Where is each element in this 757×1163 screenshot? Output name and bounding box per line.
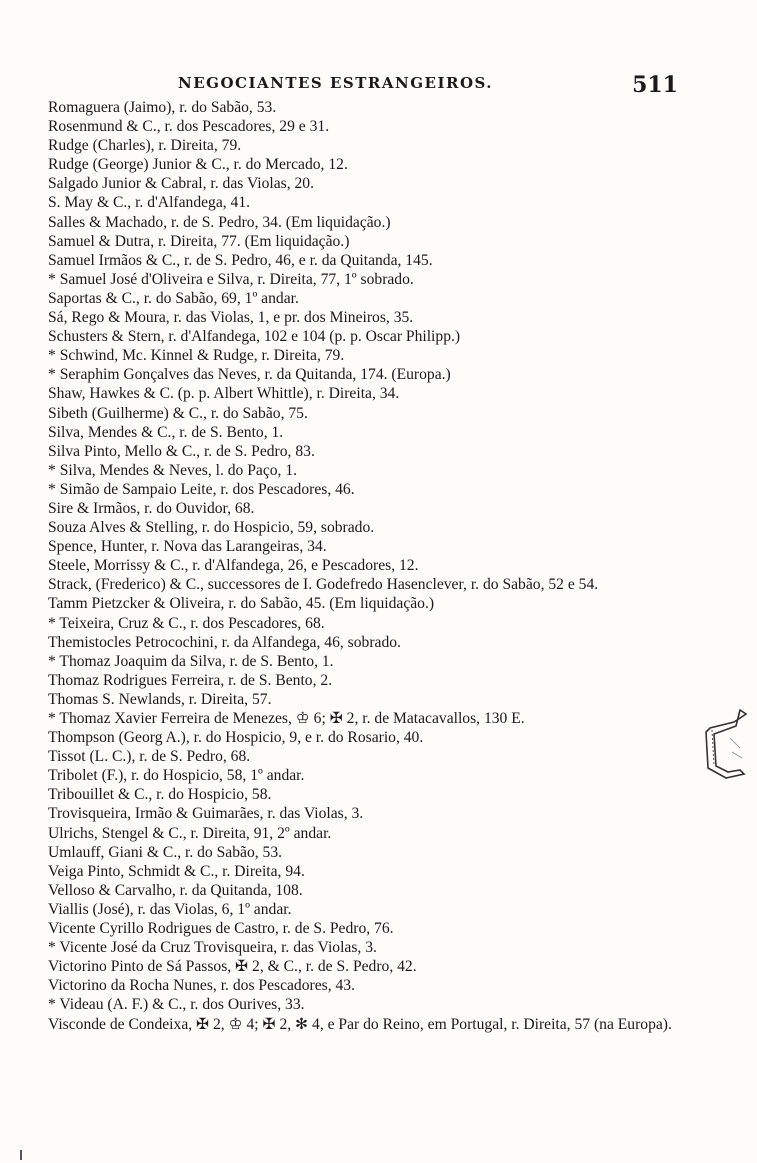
list-item: Trovisqueira, Irmão & Guimarães, r. das Violas, 3. [48,805,364,823]
list-item: Salles & Machado, r. de S. Pedro, 34. (Em liquidação.) [48,213,391,231]
running-head: NEGOCIANTES ESTRANGEIROS. [178,74,494,92]
list-item: Rosenmund & C., r. dos Pescadores, 29 e 31. [48,118,330,136]
list-item: Velloso & Carvalho, r. da Quitanda, 108. [48,881,303,899]
list-item: Ulrichs, Stengel & C., r. Direita, 91, 2º andar. [48,824,332,842]
list-item: * Vicente José da Cruz Trovisqueira, r. das Violas, 3. [48,939,377,957]
list-item: S. May & C., r. d'Alfandega, 41. [48,194,251,212]
list-item: Rudge (Charles), r. Direita, 79. [48,137,242,155]
list-item: Victorino Pinto de Sá Passos, ✠ 2, & C., r. de S. Pedro, 42. [48,958,417,976]
list-item: Samuel & Dutra, r. Direita, 77. (Em liquidação.) [48,232,350,250]
list-item: Visconde de Condeixa, ✠ 2, ♔ 4; ✠ 2, ✻ 4, e Par do Reino, em Portugal, r. Direita, 57 (na Europa). [48,1015,672,1033]
list-item: Veiga Pinto, Schmidt & C., r. Direita, 94. [48,862,305,880]
list-item: Saportas & C., r. do Sabão, 69, 1º andar. [48,289,299,307]
list-item: Sá, Rego & Moura, r. das Violas, 1, e pr. dos Mineiros, 35. [48,309,414,327]
list-item: Salgado Junior & Cabral, r. das Violas, 20. [48,175,315,193]
list-item: Shaw, Hawkes & C. (p. p. Albert Whittle), r. Direita, 34. [48,385,400,403]
list-item: Steele, Morrissy & C., r. d'Alfandega, 26, e Pescadores, 12. [48,557,419,575]
list-item: * Seraphim Gonçalves das Neves, r. da Quitanda, 174. (Europa.) [48,366,451,384]
list-item: * Silva, Mendes & Neves, l. do Paço, 1. [48,461,298,479]
list-item: Thomas S. Newlands, r. Direita, 57. [48,690,272,708]
list-item: * Videau (A. F.) & C., r. dos Ourives, 33. [48,996,305,1014]
list-item: Thomaz Rodrigues Ferreira, r. de S. Bento, 2. [48,671,333,689]
page-header [178,72,678,98]
list-item: * Thomaz Joaquim da Silva, r. de S. Bento, 1. [48,652,334,670]
list-item: * Schwind, Mc. Kinnel & Rudge, r. Direita, 79. [48,347,345,365]
list-item: Strack, (Frederico) & C., successores de I. Godefredo Hasenclever, r. do Sabão, 52 e 54. [48,576,599,594]
list-item: Vicente Cyrillo Rodrigues de Castro, r. de S. Pedro, 76. [48,920,394,938]
scan-edge-mark [20,1150,22,1160]
list-item: Thompson (Georg A.), r. do Hospicio, 9, e r. do Rosario, 40. [48,729,424,747]
page-number: 511 [632,72,678,98]
list-item: Sire & Irmãos, r. do Ouvidor, 68. [48,499,255,517]
list-item: Silva, Mendes & C., r. de S. Bento, 1. [48,423,284,441]
list-item: Tissot (L. C.), r. de S. Pedro, 68. [48,748,251,766]
list-item: Themistocles Petrocochini, r. da Alfandega, 46, sobrado. [48,633,401,651]
list-item: Tribouillet & C., r. do Hospicio, 58. [48,786,272,804]
list-item: Viallis (José), r. das Violas, 6, 1º andar. [48,900,292,918]
list-item: Romaguera (Jaimo), r. do Sabão, 53. [48,99,277,116]
list-item: * Teixeira, Cruz & C., r. dos Pescadores, 68. [48,614,325,632]
list-item: Tribolet (F.), r. do Hospicio, 58, 1º andar. [48,767,305,785]
list-item: Spence, Hunter, r. Nova das Larangeiras, 34. [48,538,327,556]
list-item: * Samuel José d'Oliveira e Silva, r. Direita, 77, 1º sobrado. [48,270,414,288]
list-item: Silva Pinto, Mello & C., r. de S. Pedro, 83. [48,442,315,460]
list-item: Sibeth (Guilherme) & C., r. do Sabão, 75. [48,404,308,422]
list-item: Souza Alves & Stelling, r. do Hospicio, 59, sobrado. [48,519,375,537]
page-edge-bookmark-icon [700,708,748,780]
list-item: * Simão de Sampaio Leite, r. dos Pescadores, 46. [48,480,355,498]
list-item: Victorino da Rocha Nunes, r. dos Pescadores, 43. [48,977,355,995]
list-item: Rudge (George) Junior & C., r. do Mercado, 12. [48,156,348,174]
merchant-list [48,98,688,1034]
list-item: * Thomaz Xavier Ferreira de Menezes, ♔ 6; ✠ 2, r. de Matacavallos, 130 E. [48,710,525,727]
list-item: Schusters & Stern, r. d'Alfandega, 102 e 104 (p. p. Oscar Philipp.) [48,328,461,346]
list-item: Tamm Pietzcker & Oliveira, r. do Sabão, 45. (Em liquidação.) [48,595,435,613]
list-item: Umlauff, Giani & C., r. do Sabão, 53. [48,843,283,861]
list-item: Samuel Irmãos & C., r. de S. Pedro, 46, e r. da Quitanda, 145. [48,251,433,269]
